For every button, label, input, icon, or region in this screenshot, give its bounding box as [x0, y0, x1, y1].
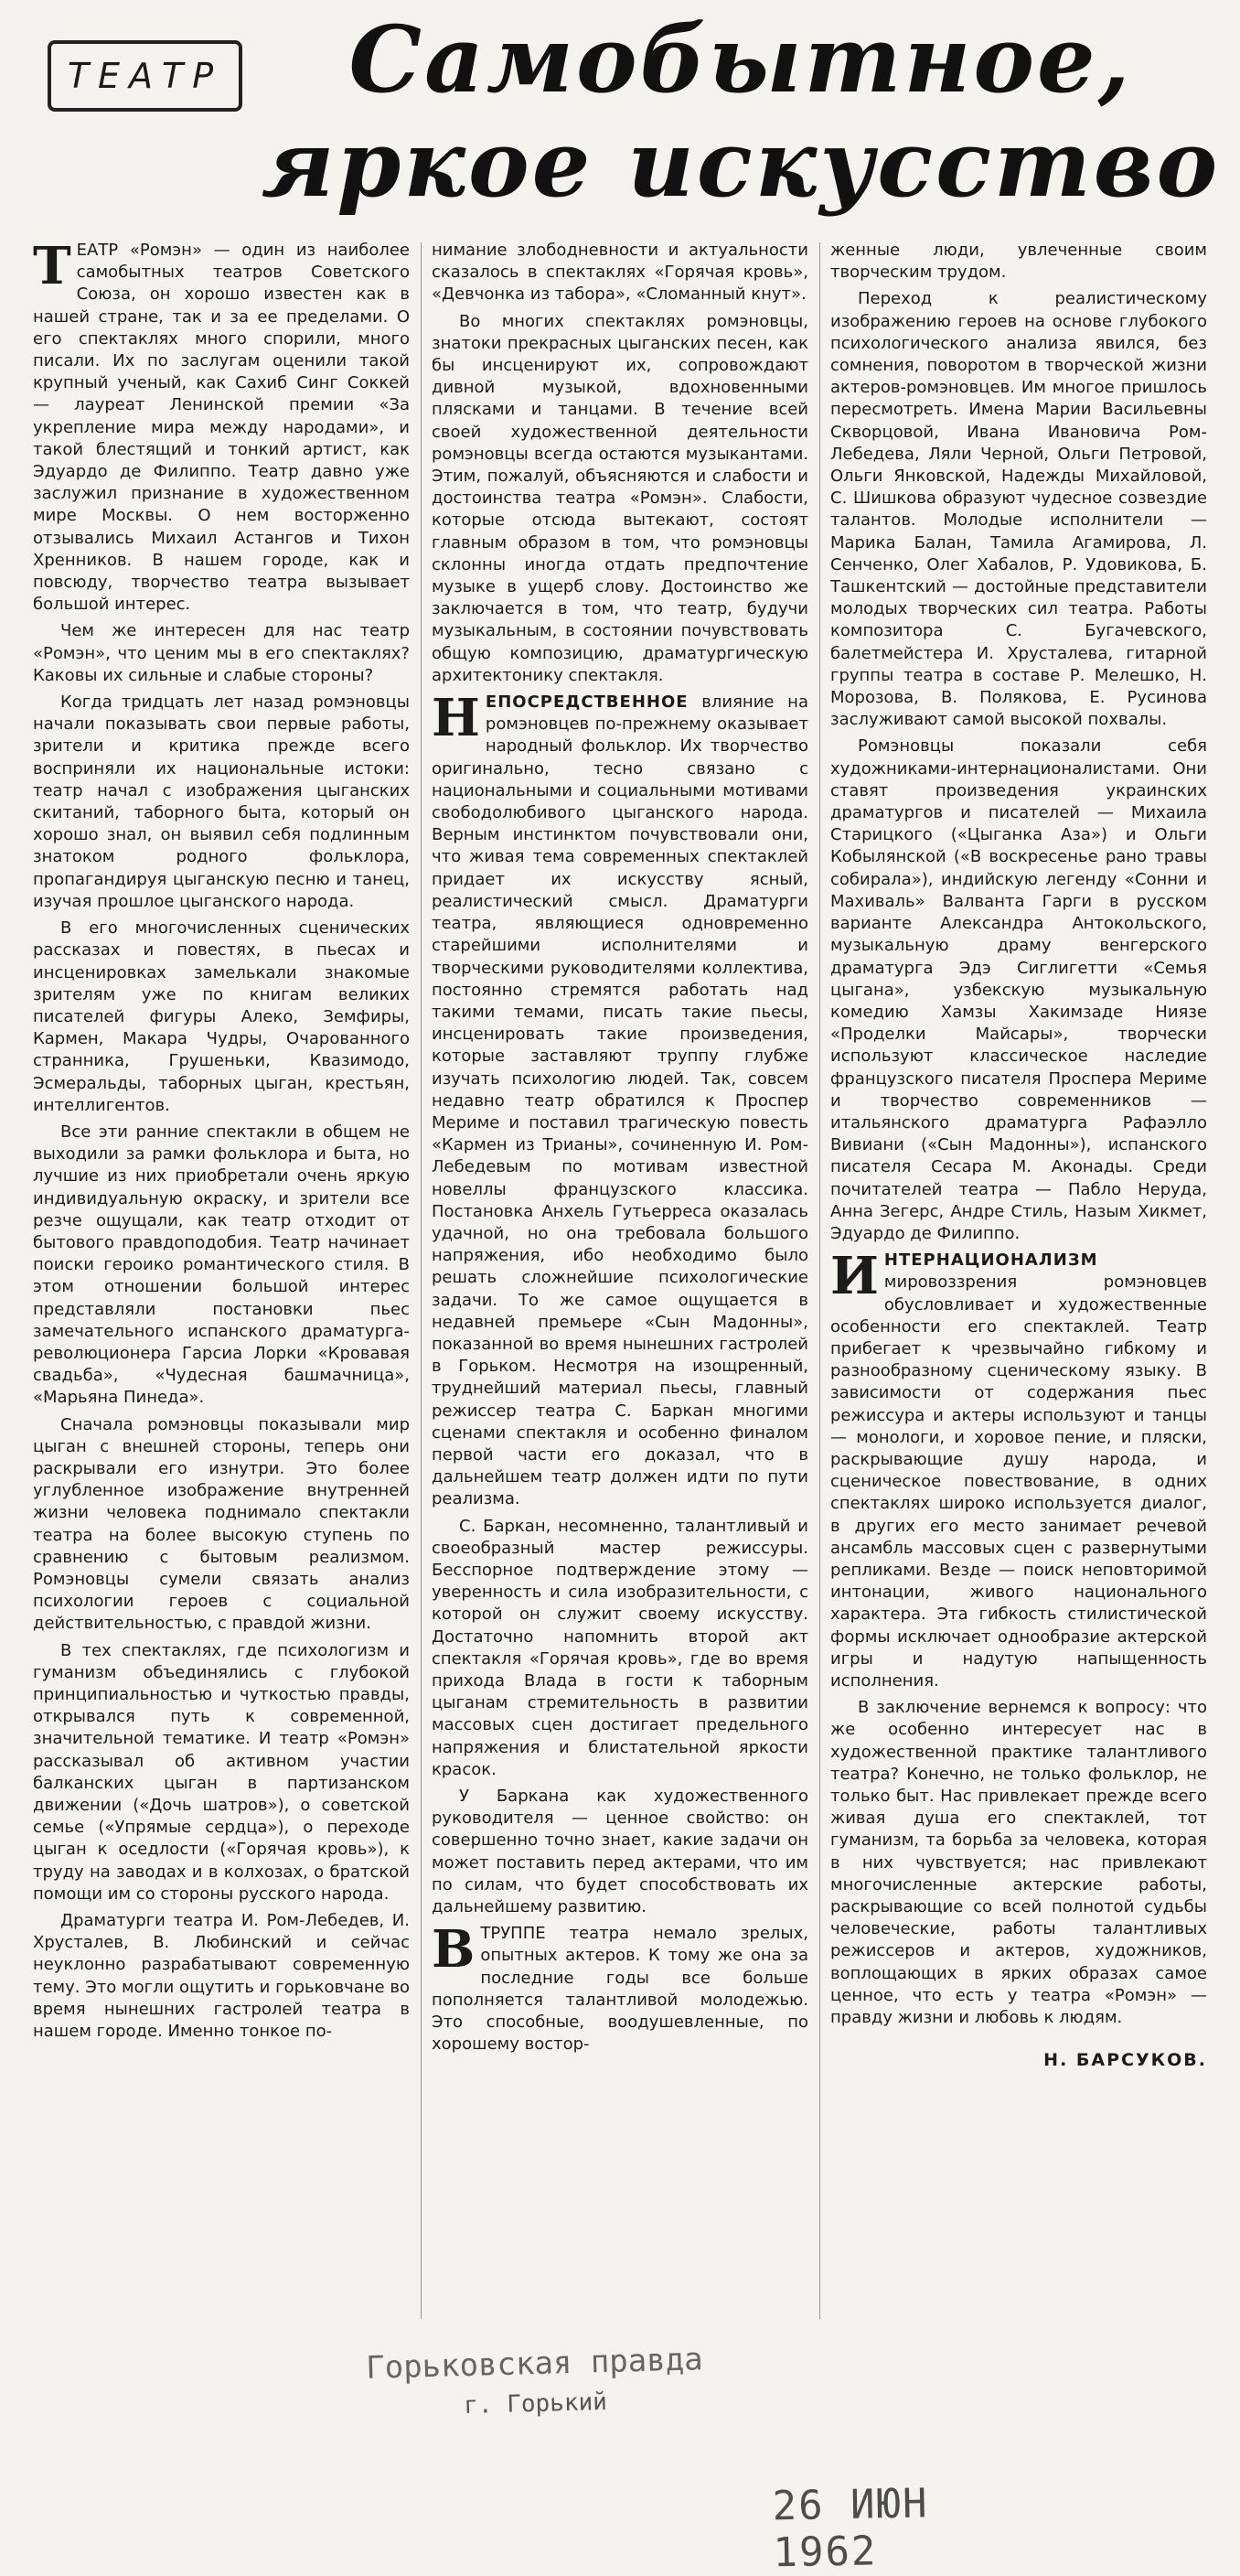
- paragraph-text: Сначала ромэновцы показывали мир цыган с внешней стороны, теперь они раскрывали его изнутри. Это более углубленное изображение внутренней жизни человека поднимало спектакли театра на более высокую ступень по сравнению с бытовым реализмом. Ромэновцы сумели связать анализ психологии героев с социальной действительностью, с правдой жизни.: [33, 1414, 410, 1634]
- paragraph: [432, 311, 808, 687]
- source-newspaper: Горьковская правда: [365, 2341, 704, 2387]
- paragraph: [33, 1910, 410, 2043]
- paragraph: [33, 620, 410, 687]
- paragraph: [33, 240, 410, 616]
- drop-cap: В: [432, 1919, 476, 1980]
- drop-cap: И: [830, 1246, 879, 1307]
- paragraph: [830, 288, 1207, 731]
- paragraph: [432, 688, 808, 1511]
- column-divider: [819, 242, 820, 2319]
- paragraph-text: мировоззрения ромэновцев обусловливает и художественные особенности его спектаклей. Театр прибегает к чрезвычайно гибкому и разнообразному сценическому языку. В зависимости от содержания пьес режиссура и актеры используют и танцы — монологи, и хоровое пение, и пляски, раскрывающие душу народа, и сценическое повествование, в одних спектаклях широко используется диалог, в других его место занимает речевой ансамбль массовых сцен с развернутыми репликами. Везде — поиск неповторимой интонации, живого национального характера. Эта гибкость стилистической формы исключает однообразие актерской игры и надутую напыщенность исполнения.: [830, 1272, 1207, 1690]
- paragraph-text: Драматурги театра И. Ром-Лебедев, И. Хрусталев, В. Любинский и сейчас неуклонно разрабатывают современную тему. Это могли ощутить и горьковчане во время нынешних гастролей театра в нашем городе. Именно тонкое по-: [33, 1911, 410, 2042]
- drop-cap: Н: [432, 688, 480, 749]
- drop-cap: Т: [33, 240, 71, 296]
- paragraph: [33, 1122, 410, 1410]
- paragraph-text: С. Баркан, несомненно, талантливый и своеобразный мастер режиссуры. Бесспорное подтверждение этому — уверенность и сила изобразительности, с которой он служит своему искусству. Достаточно напомнить второй акт спектакля «Горячая кровь», где во время прихода Влада в гости к таборным цыганам стремительность в развитии массовых сцен достигает предельного напряжения и блистательной яркости красок.: [432, 1516, 808, 1779]
- paragraph: [33, 918, 410, 1117]
- lead-word: НТЕРНАЦИОНАЛИЗМ: [883, 1250, 1098, 1271]
- paragraph: [830, 1697, 1207, 2029]
- paragraph: [830, 240, 1207, 284]
- paragraph: [432, 1516, 808, 1781]
- paragraph: [33, 692, 410, 913]
- paragraph-text: В тех спектаклях, где психологизм и гуманизм объединялись с глубокой принципиальностью и чуткостью правды, открывался путь к современной, значительной тематике. И театр «Ромэн» рассказывал об активном участии балканских цыган в партизанском движении («Дочь шатров»), о советской семье («Упрямые сердца»), о переходе цыган к оседлости («Горячая кровь»), к труду на заводах и в колхозах, о братской помощи им со стороны русского народа.: [33, 1640, 410, 1904]
- author-signature: Н. БАРСУКОВ.: [1043, 2050, 1207, 2071]
- paragraph: [830, 735, 1207, 1245]
- paragraph-text: влияние на ромэновцев по-прежнему оказывает народный фольклор. Их творчество оригинально, тесно связано с национальными и социальными мотивами свободолюбивого цыганского народа. Верным инстинктом почувствовали они, что живая тема современных спектаклей придает их искусству ясный, реалистический смысл. Драматурги театра, являющиеся одновременно старейшими исполнителями и творческими руководителями коллектива, постоянно стремятся работать над такими темами, писать такие пьесы, инсценировать такие произведения, которые заставляют труппу глубже изучать психологию людей. Так, совсем недавно театр обратился к Проспер Мериме и поставил трагическую повесть «Кармен из Трианы», сочиненную И. Ром-Лебедевым по мотивам известной новеллы французского классика. Постановка Анхель Гутьерреса оказалась удачной, но она требовала большого напряжения, ибо необходимо было решать сложнейшие психологические задачи. То же самое ощущается в недавней премьере «Сын Мадонны», показанной во время нынешних гастролей в Горьком. Несмотря на изощренный, труднейший материал пьесы, главный режиссер театра С. Баркан многими сценами спектакля и особенно финалом первой части его доказал, что в дальнейшем театр должен идти по пути реализма.: [432, 692, 808, 1509]
- source-stamp: [342, 2339, 728, 2430]
- paragraph-text: У Баркана как художественного руководителя — ценное свойство: он совершенно точно знает, какие задачи он может поставить перед актерами, что им по силам, что будет способствовать их дальнейшему развитию.: [432, 1787, 808, 1917]
- article-body: [0, 240, 1240, 2325]
- paragraph-text: нимание злободневности и актуальности сказалось в спектаклях «Горячая кровь», «Девчонка из табора», «Сломанный кнут».: [432, 241, 808, 305]
- paragraph-text: Чем же интересен для нас театр «Ромэн», что ценим мы в его спектаклях? Каковы их сильные и слабые стороны?: [33, 621, 410, 685]
- date-stamp: 26 ИЮН 1962: [772, 2480, 929, 2576]
- column-divider: [421, 242, 422, 2319]
- paragraph-text: ЕАТР «Ромэн» — один из наиболее самобытных театров Советского Союза, он хорошо известен как в нашей стране, так и за ее пределами. О его спектаклях много спорили, много писали. Их по заслугам оценили такой крупный ученый, как Сахиб Синг Соккей — лауреат Ленинской премии «За укрепление мира между народами», и такой блестящий и тонкий артист, как Эдуардо де Филиппо. Театр давно уже заслужил признание в художественном мире Москвы. О нем восторженно отзывались Михаил Астангов и Тихон Хренников. В нашем городе, как и повсюду, творчество театра вызывает большой интерес.: [33, 241, 410, 615]
- paragraph-text: Ромэновцы показали себя художниками-интернационалистами. Они ставят произведения украинских драматургов и писателей — Михаила Старицкого («Цыганка Аза») и Ольги Кобылянской («В воскресенье рано травы собирала»), индийскую легенду «Сонни и Махиваль» Валванта Гарги в русском варианте Александра Антокольского, музыкальную драму венгерского драматурга Эдэ Сиглигетти «Семья цыгана», узбекскую музыкальную комедию Хамзы Хакимзаде Ниязе «Проделки Майсары», творчески используют классическое наследие французского писателя Проспера Мериме и творчество современников — итальянского драматурга Рафаэлло Вивиани («Сын Мадонны»), испанского писателя Сесара М. Аконады. Среди почитателей театра — Пабло Неруда, Анна Зегерс, Андре Стиль, Назым Хикмет, Эдуардо де Филиппо.: [830, 736, 1207, 1243]
- paragraph-text: Когда тридцать лет назад ромэновцы начали показывать свои первые работы, зрители и критика прежде всего восприняли их национальные истоки: театр начал с изображения цыганских скитаний, таборного быта, который он хорошо знал, он выявил себя подлинным знатоком родного фольклора, пропагандируя цыганскую песню и танец, изучая прошлое цыганского народа.: [33, 692, 410, 911]
- paragraph-text: В заключение вернемся к вопросу: что же особенно интересует нас в художественной практике талантливого театра? Конечно, не только фольклор, не только быт. Нас привлекает прежде всего живая душа его спектаклей, тот гуманизм, та борьба за человека, которая в них чувствуется; нас привлекают многочисленные актерские работы, раскрывающие со всей полнотой судьбы человеческие, работы талантливых режиссеров и актеров, художников, воплощающих в ярких образах самое ценное, что есть у театра «Ромэн» — правду жизни и любовь к людям.: [830, 1698, 1207, 2028]
- column-3: [830, 240, 1207, 2325]
- paragraph-text: женные люди, увлеченные своим творческим трудом.: [830, 241, 1207, 283]
- column-2: [432, 240, 808, 2325]
- paragraph: [830, 1246, 1207, 1692]
- article-header: [0, 0, 1240, 247]
- column-1: [33, 240, 410, 2325]
- paragraph: [33, 1414, 410, 1636]
- source-city: г. Горький: [463, 2388, 608, 2420]
- paragraph: [432, 1786, 808, 1918]
- paragraph-text: Все эти ранние спектакли в общем не выходили за рамки фольклора и быта, но лучшие из них приобретали очень яркую индивидуальную окраску, и зрители все резче ощущали, как театр отходит от бытового правдоподобия. Театр начинает поиски героико романтического стиля. В этом отношении большой интерес представляли постановки пьес замечательного испанского драматурга-революционера Гарсиа Лорки «Кровавая свадьба», «Чудесная башмачница», «Марьяна Пинеда».: [33, 1122, 410, 1408]
- article-title: Самобытное, яркое искусство: [261, 5, 1221, 218]
- lead-word: ЕПОСРЕДСТВЕННОЕ: [485, 692, 689, 713]
- paragraph-text: Во многих спектаклях ромэновцы, знатоки прекрасных цыганских песен, как бы инсценируют их, сопровождают дивной музыкой, вдохновенными плясками и танцами. В течение всей своей художественной деятельности ромэновцы всегда остаются музыкантами. Этим, пожалуй, объясняются и слабости и достоинства театра «Ромэн». Слабости, которые отсюда вытекают, состоят главным образом в том, что ромэновцы склонны иногда отдать предпочтение музыке в ущерб слову. Достоинство же заключается в том, что театр, будучи музыкальным, в состоянии почувствовать общую композицию, драматургическую архитектонику спектакля.: [432, 311, 808, 685]
- paragraph-text: Переход к реалистическому изображению героев на основе глубокого психологического анализа явился, без сомнения, поворотом в творческой жизни актеров-ромэновцев. Им многое пришлось пересмотреть. Имена Марии Васильевны Скворцовой, Ивана Ивановича Ром-Лебедева, Ляли Черной, Ольги Петровой, Ольги Янковской, Надежды Михайловой, С. Шишкова образуют чудесное созвездие талантов. Молодые исполнители — Марика Балан, Тамила Агамирова, Л. Сенченко, Олег Хабалов, Р. Удовикова, Б. Ташкентский — достойные представители молодых творческих сил театра. Работы композитора С. Бугачевского, балетмейстера И. Хрусталева, гитарной группы театра в составе Р. Мелешко, Н. Морозова, В. Полякова, Е. Русинова заслуживают самой высокой похвалы.: [830, 289, 1207, 730]
- paragraph: [432, 240, 808, 306]
- paragraph: [33, 1640, 410, 1905]
- paragraph-text: В его многочисленных сценических рассказах и повестях, в пьесах и инсценировках замелькали знакомые зрителям уже по книгам великих писателей фигуры Алеко, Земфиры, Кармен, Макара Чудры, Очарованного странника, Грушеньки, Квазимодо, Эсмеральды, таборных цыган, крестьян, интеллигентов.: [33, 918, 410, 1115]
- paragraph: [432, 1919, 808, 2055]
- rubric-label: ТЕАТР: [48, 40, 242, 112]
- paragraph-text: ТРУППЕ театра немало зрелых, опытных актеров. К тому же она за последние годы все больше пополняется талантливой молодежью. Это способные, воодушевленные, по хорошему востор-: [432, 1924, 808, 2055]
